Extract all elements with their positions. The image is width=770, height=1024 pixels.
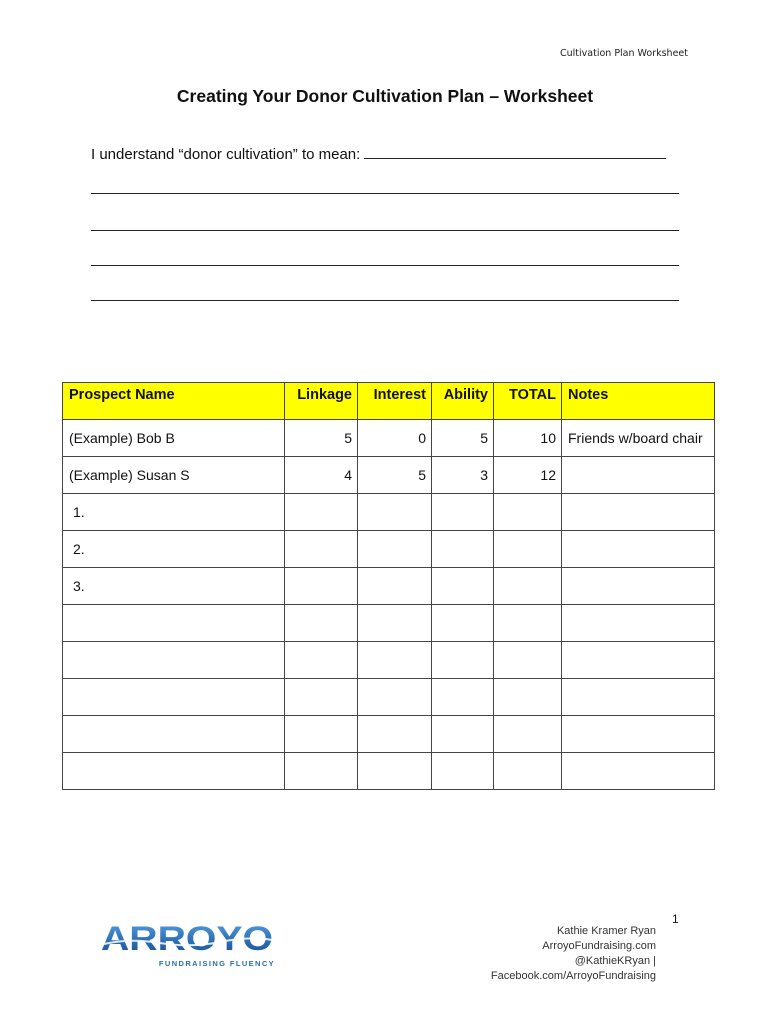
cell-total[interactable]: 12: [494, 457, 562, 494]
page-number: 1: [672, 912, 679, 926]
cell-total[interactable]: [494, 753, 562, 790]
table-row: [63, 753, 715, 790]
cell-total[interactable]: [494, 679, 562, 716]
cell-prospect-name[interactable]: (Example) Bob B: [63, 420, 285, 457]
definition-prompt: [91, 146, 666, 163]
cell-prospect-name[interactable]: [63, 679, 285, 716]
cell-ability[interactable]: [432, 494, 494, 531]
column-header-ability: Ability: [432, 383, 494, 420]
definition-line-3[interactable]: [91, 265, 679, 266]
definition-prompt-label: I understand “donor cultivation” to mean:: [91, 146, 361, 163]
cell-ability[interactable]: 3: [432, 457, 494, 494]
cell-ability[interactable]: [432, 605, 494, 642]
cell-interest[interactable]: [358, 531, 432, 568]
author-credits: [420, 924, 656, 984]
cell-ability[interactable]: 5: [432, 420, 494, 457]
cell-linkage[interactable]: [285, 605, 358, 642]
cell-ability[interactable]: [432, 568, 494, 605]
cell-total[interactable]: 10: [494, 420, 562, 457]
cell-notes[interactable]: [562, 716, 715, 753]
cell-total[interactable]: [494, 531, 562, 568]
cell-ability[interactable]: [432, 531, 494, 568]
cell-ability[interactable]: [432, 679, 494, 716]
cell-interest[interactable]: [358, 605, 432, 642]
cell-linkage[interactable]: [285, 679, 358, 716]
table-row: [63, 457, 715, 494]
column-header-interest: Interest: [358, 383, 432, 420]
column-header-total: TOTAL: [494, 383, 562, 420]
cell-interest[interactable]: [358, 753, 432, 790]
cell-prospect-name[interactable]: 1.: [63, 494, 285, 531]
column-header-prospect-name: Prospect Name: [63, 383, 285, 420]
definition-line-4[interactable]: [91, 300, 679, 301]
cell-notes[interactable]: [562, 494, 715, 531]
logo-wordmark: ARROYO: [101, 920, 273, 958]
cell-prospect-name[interactable]: 3.: [63, 568, 285, 605]
cell-total[interactable]: [494, 568, 562, 605]
cell-notes[interactable]: [562, 531, 715, 568]
cell-notes[interactable]: [562, 605, 715, 642]
cell-interest[interactable]: [358, 568, 432, 605]
table-row: [63, 531, 715, 568]
cell-linkage[interactable]: [285, 568, 358, 605]
cell-linkage[interactable]: [285, 642, 358, 679]
cell-total[interactable]: [494, 716, 562, 753]
cell-linkage[interactable]: [285, 494, 358, 531]
definition-line-2[interactable]: [91, 230, 679, 231]
cell-total[interactable]: [494, 605, 562, 642]
definition-line-1[interactable]: [91, 193, 679, 194]
cell-notes[interactable]: [562, 642, 715, 679]
cell-ability[interactable]: [432, 753, 494, 790]
cell-prospect-name[interactable]: [63, 716, 285, 753]
cell-linkage[interactable]: [285, 531, 358, 568]
cell-ability[interactable]: [432, 642, 494, 679]
cell-linkage[interactable]: [285, 716, 358, 753]
running-header: Cultivation Plan Worksheet: [560, 48, 688, 59]
table-row: [63, 494, 715, 531]
cell-prospect-name[interactable]: (Example) Susan S: [63, 457, 285, 494]
prospect-table: [62, 382, 715, 790]
cell-interest[interactable]: [358, 642, 432, 679]
cell-notes[interactable]: [562, 753, 715, 790]
table-row: [63, 642, 715, 679]
cell-linkage[interactable]: 5: [285, 420, 358, 457]
author-social[interactable]: @KathieKRyan | Facebook.com/ArroyoFundraising: [490, 955, 656, 982]
table-row: [63, 568, 715, 605]
cell-total[interactable]: [494, 642, 562, 679]
table-row: [63, 716, 715, 753]
cell-prospect-name[interactable]: [63, 605, 285, 642]
cell-interest[interactable]: 0: [358, 420, 432, 457]
cell-total[interactable]: [494, 494, 562, 531]
cell-notes[interactable]: [562, 457, 715, 494]
cell-interest[interactable]: [358, 716, 432, 753]
cell-prospect-name[interactable]: 2.: [63, 531, 285, 568]
table-row: [63, 605, 715, 642]
column-header-notes: Notes: [562, 383, 715, 420]
table-header-row: [63, 383, 715, 420]
table-row: [63, 679, 715, 716]
cell-linkage[interactable]: [285, 753, 358, 790]
cell-notes[interactable]: Friends w/board chair: [562, 420, 715, 457]
table-body: [63, 420, 715, 790]
cell-interest[interactable]: [358, 494, 432, 531]
cell-notes[interactable]: [562, 679, 715, 716]
arroyo-logo: [100, 918, 275, 970]
author-name: Kathie Kramer Ryan: [556, 925, 656, 937]
cell-linkage[interactable]: 4: [285, 457, 358, 494]
author-website[interactable]: ArroyoFundraising.com: [542, 940, 656, 952]
table-row: [63, 420, 715, 457]
cell-interest[interactable]: [358, 679, 432, 716]
cell-interest[interactable]: 5: [358, 457, 432, 494]
cell-prospect-name[interactable]: [63, 642, 285, 679]
column-header-linkage: Linkage: [285, 383, 358, 420]
definition-blank-line[interactable]: [364, 146, 666, 159]
cell-notes[interactable]: [562, 568, 715, 605]
logo-tagline: FUNDRAISING FLUENCY: [158, 959, 275, 968]
cell-prospect-name[interactable]: [63, 753, 285, 790]
page-title: Creating Your Donor Cultivation Plan – Worksheet: [176, 86, 594, 106]
cell-ability[interactable]: [432, 716, 494, 753]
